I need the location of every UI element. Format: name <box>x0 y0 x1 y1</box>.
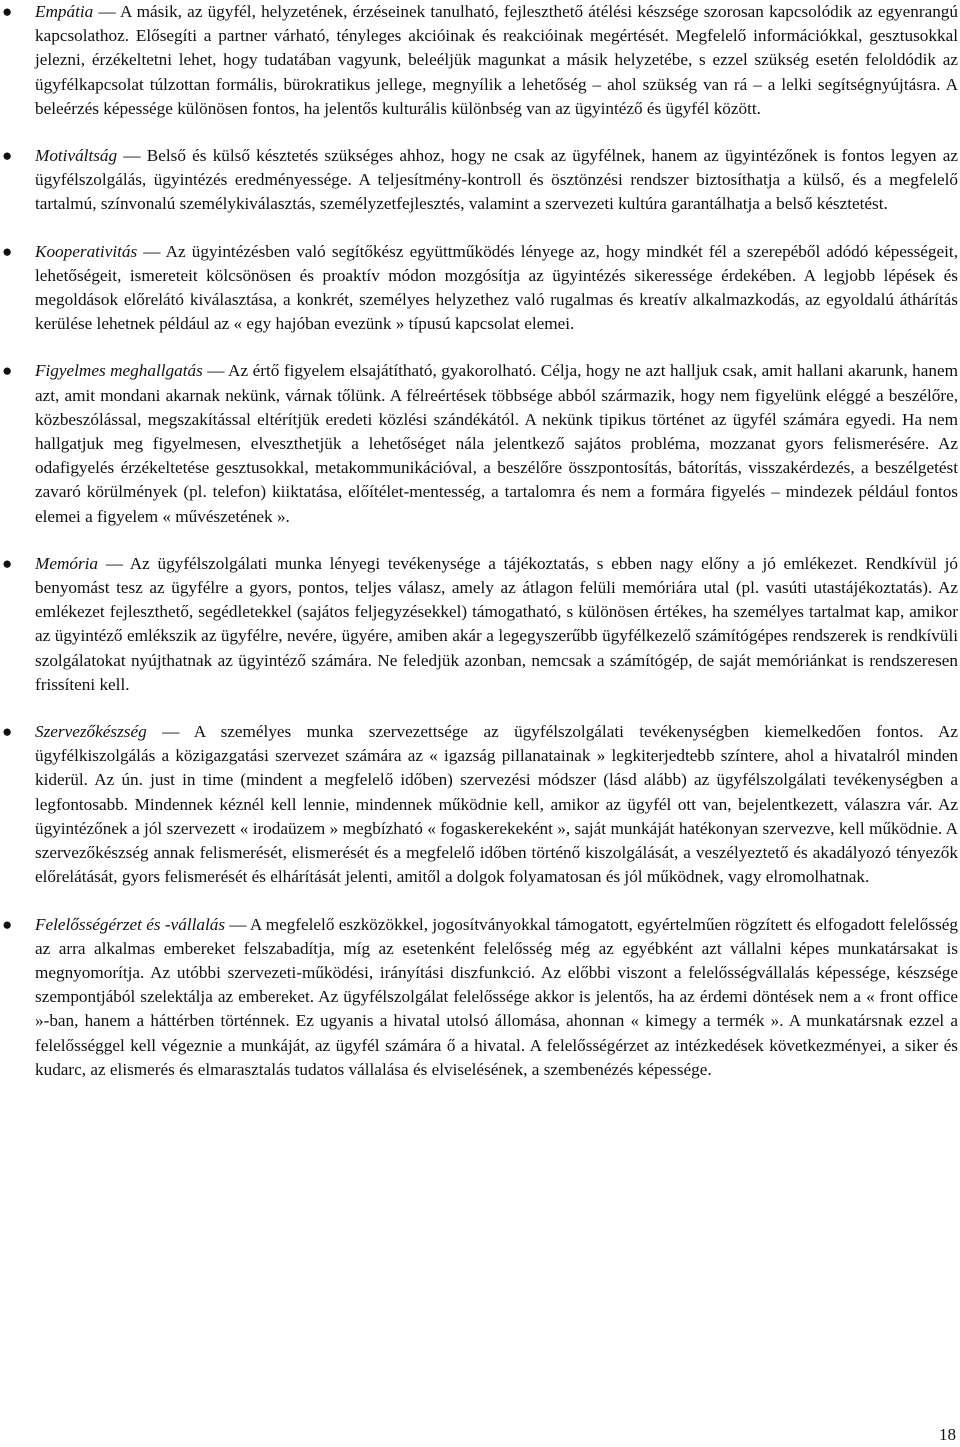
item-dash: — <box>105 553 123 573</box>
bullet-icon: ● <box>2 361 13 381</box>
bullet-icon: ● <box>2 553 13 573</box>
item-dash: — <box>123 146 141 166</box>
bullet-icon: ● <box>2 722 13 742</box>
item-dash: — <box>162 722 180 742</box>
list-item <box>0 913 960 1082</box>
item-term: Felelősségérzet és -vállalás <box>35 914 226 934</box>
item-term: Kooperativitás <box>35 241 138 261</box>
list-item <box>0 720 960 889</box>
item-dash: — <box>143 241 161 261</box>
item-text: Belső és külső késztetés szükséges ahhoz, hogy ne csak az ügyfélnek, hanem az ügyintézőnek is fontos legyen az ügyfélszolgálás, ügyintézés eredményessége. A teljesítmény-kontroll és ösztönzési rendszer biztosíthatja a külső, és a megfelelő tartalmú, színvonalú személykiválasztás, személyzetfejlesztés, valamint a szervezeti kultúra garantálhatja a belső késztetést. <box>35 146 959 214</box>
item-dash: — <box>229 914 247 934</box>
bullet-icon: ● <box>2 241 13 261</box>
page-number: 18 <box>939 1425 956 1444</box>
list-item <box>0 552 960 697</box>
item-term: Memória <box>35 553 99 573</box>
item-text: A személyes munka szervezettsége az ügyfélszolgálati tevékenységben kiemelkedően fontos. Az ügyfélkiszolgálás a közigazgatási szervezet számára az « igazság pillanatainak » legkiterjedtebb színtere, ahol a hivatalról minden kiderül. Az ún. just in time (mindent a megfelelő időben) szervezési módszer (lásd alább) az ügyfélszolgálati tevékenységben a legfontosabb. Mindennek kéznél kell lennie, mindennek működnie kell, amikor az ügyfél ott van, bejelentkezett, válaszra vár. Az ügyintézőnek a jól szervezett « irodaüzem » megbízható « fogaskerekeként », saját munkáját hatékonyan szervezve, kell működnie. A szervezőkészség annak felismerését, elismerését és a megfelelő időben történő kiszolgálását, a veszélyeztető és akadályozó tényezők előrelátását, gyors felismerését és elhárítását jelenti, amitől a dolgok folyamatosan és jól működnek, vagy elromolhatnak. <box>35 722 958 887</box>
list-item <box>0 359 960 528</box>
list-item <box>0 144 960 217</box>
item-term: Empátia <box>35 2 94 21</box>
item-text: Az ügyfélszolgálati munka lényegi tevékenysége a tájékoztatás, s ebben nagy előny a jó emlékezet. Rendkívül jó benyomást tesz az ügyfélre a gyors, pontos, teljes válasz, amely az átlagon felüli memóriára utal (pl. vasúti utastájékoztatás). Az emlékezet fejleszthető, segédletekkel (sajátos feljegyzésekkel) támogatható, s különösen értékes, ha személyes tartalmat kap, amikor az ügyintéző emlékszik az ügyfélre, nevére, ügyére, amiben akár a legegyszerűbb ügyfélkezelő számítógépes rendszerek is rendkívüli szolgálatokat nyújthatnak az ügyintéző számára. Ne feledjük azonban, nemcsak a számítógép, de saját memóriánkat is rendszeresen frissíteni kell. <box>35 553 958 694</box>
item-term: Szervezőkészség <box>35 722 147 742</box>
bullet-icon: ● <box>2 146 13 166</box>
item-term: Motiváltság <box>35 146 118 166</box>
item-text: A megfelelő eszközökkel, jogosítványokkal támogatott, egyértelműen rögzített és elfogadott felelősség az arra alkalmas embereket felszabadítja, míg az esetenként felelősség még az egyébként azt vállalni képes munkatársakat is megnyomorítja. Az utóbbi szervezeti-működési, irányítási diszfunkció. Az előbbi viszont a felelősségvállalás képessége, készsége szempontjából szelektálja az embereket. Az ügyfélszolgálat felelőssége akkor is jelentős, ha az érdemi döntések nem a « front office »-ban, hanem a háttérben történnek. Ez ugyanis a hivatal utolsó állomása, ahonnan « kimegy a termék ». A munkatársnak ezzel a felelősséggel kell végeznie a munkáját, az ügyfél számára ő a hivatal. A felelősségérzet az intézkedések következményei, a siker és kudarc, az elismerés és elmarasztalás tudatos vállalása és elviselésének, a szembenézés képessége. <box>35 914 958 1079</box>
item-text: Az értő figyelem elsajátítható, gyakorolható. Célja, hogy ne azt halljuk csak, amit hallani akarunk, hanem azt, amit mondani akarnak nekünk, várnak tőlünk. A félreértések többsége abból származik, hogy nem figyelünk eléggé a beszélőre, közbeszólással, megszakítással eltérítjük eredeti közlési szándékától. A nekünk tipikus történet az ügyfél számára egyedi. Ha nem hallgatjuk meg figyelmesen, elveszthetjük a lehetőséget nála jelentkező sajátos probléma, mozzanat gyors felismerésére. Az odafigyelés érzékeltetése gesztusokkal, metakommunikációval, a beszélőre összpontosítás, bátorítás, visszakérdezés, a beszélgetést zavaró körülmények (pl. telefon) kiiktatása, előítélet-mentesség, a tartalomra és nem a formára figyelés – mindezek például fontos elemei a figyelem « művészetének ». <box>35 361 958 526</box>
item-term: Figyelmes meghallgatás <box>35 361 203 381</box>
list-item <box>0 0 960 121</box>
bullet-icon: ● <box>2 914 13 934</box>
list-item <box>0 240 960 337</box>
item-text: A másik, az ügyfél, helyzetének, érzéseinek tanulható, fejleszthető átélési készsége szorosan kapcsolódik az egyenrangú kapcsolathoz. Elősegíti a partner várható, tényleges akcióinak és reakcióinak megértését. Megfelelő információkkal, gesztusokkal jelezni, érzékeltetni lehet, hogy tudatában vagyunk, beleéljük magunkat a másik helyzetébe, s ezzel szükség esetén feloldódik az ügyfélkapcsolat túlzottan formális, bürokratikus jellege, megnyílik a lehetőség – ahol szükség van rá – a lelki segítségnyújtásra. A beleérzés képessége különösen fontos, ha jelentős kulturális különbség van az ügyintéző és ügyfél között. <box>35 2 958 118</box>
item-dash: — <box>207 361 225 381</box>
bullet-icon: ● <box>2 2 13 21</box>
item-text: Az ügyintézésben való segítőkész együttműködés lényege az, hogy mindkét fél a szerepéből adódó képességeit, lehetőségeit, ismereteit kölcsönösen és proaktív módon mozgósítja az ügyintézés sikeressége érdekében. A legjobb lépések és megoldások előrelátó kiválasztása, a konkrét, személyes helyzethez való rugalmas és kreatív alkalmazkodás, az egyoldalú áthárítás kerülése lehetnek például az « egy hajóban evezünk » típusú kapcsolat elemei. <box>35 241 958 334</box>
item-dash: — <box>98 2 116 21</box>
